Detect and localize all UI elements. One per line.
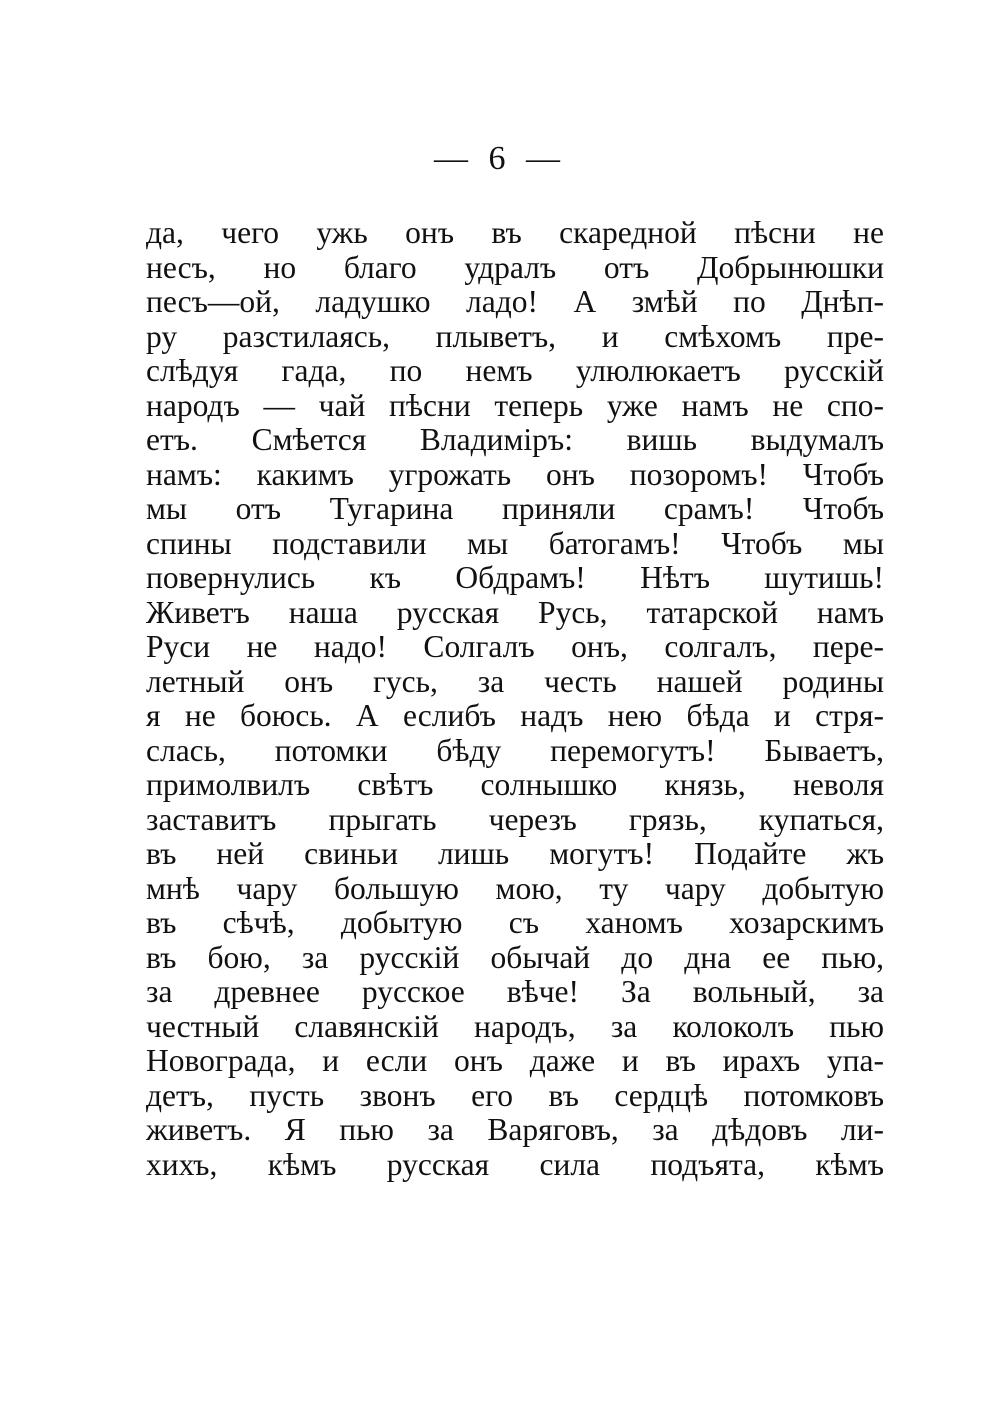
text-line: намъ: какимъ угрожать онъ позоромъ! Чтобъ <box>146 456 884 492</box>
text-line: Живетъ наша русская Русь, татарской намъ <box>146 594 884 630</box>
text-line: ру разстилаясь, плыветъ, и смѣхомъ пре- <box>146 318 884 354</box>
text-line: слѣдуя гада, по немъ улюлюкаетъ русскій <box>146 353 884 388</box>
text-line: Новограда, и если онъ даже и въ ирахъ упа- <box>146 1043 884 1078</box>
text-line: живетъ. Я пью за Варяговъ, за дѣдовъ ли- <box>146 1112 884 1147</box>
text-line: мнѣ чару большую мою, ту чару добытую <box>146 870 884 906</box>
text-line: песъ—ой, ладушко ладо! А змѣй по Днѣп- <box>146 284 884 319</box>
text-line: въ бою, за русскій обычай до дна ее пью, <box>146 939 884 975</box>
text-line: етъ. Смѣется Владиміръ: вишь выдумалъ <box>146 422 884 457</box>
text-line: мы отъ Тугарина приняли срамъ! Чтобъ <box>146 491 884 526</box>
text-line: въ сѣчѣ, добытую съ ханомъ хозарскимъ <box>146 905 884 940</box>
text-line: детъ, пусть звонъ его въ сердцѣ потомковъ <box>146 1077 884 1113</box>
text-line: я не боюсь. А еслибъ надъ нею бѣда и стря- <box>146 698 884 733</box>
text-line: народъ — чай пѣсни теперь ужe намъ не спо- <box>146 387 884 423</box>
text-line: Руси не надо! Солгалъ онъ, солгалъ, пере- <box>146 629 884 664</box>
text-line: честный славянскій народъ, за колоколъ пью <box>146 1008 884 1044</box>
text-line: спины подставили мы батогамъ! Чтобъ мы <box>146 525 884 561</box>
page-number: — 6 — <box>434 140 566 177</box>
text-line: за древнее русское вѣче! За вольный, за <box>146 974 884 1009</box>
text-line: несъ, но благо удралъ отъ Добрынюшки <box>146 249 884 285</box>
text-line: заставитъ прыгать черезъ грязь, купаться, <box>146 801 884 837</box>
body-text <box>146 216 884 1182</box>
text-line: въ ней свиньи лишь могутъ! Подайте жъ <box>146 836 884 871</box>
text-line: повернулись къ Обдрамъ! Нѣтъ шутишь! <box>146 560 884 595</box>
text-line: да, чего ужь онъ въ скаредной пѣсни не <box>146 215 884 250</box>
text-line: слась, потомки бѣду перемогутъ! Бываетъ, <box>146 732 884 768</box>
text-line: хихъ, кѣмъ русская сила подъята, кѣмъ <box>146 1146 884 1182</box>
text-line: примолвилъ свѣтъ солнышко князь, неволя <box>146 767 884 802</box>
text-line: летный онъ гусь, за честь нашей родины <box>146 663 884 699</box>
